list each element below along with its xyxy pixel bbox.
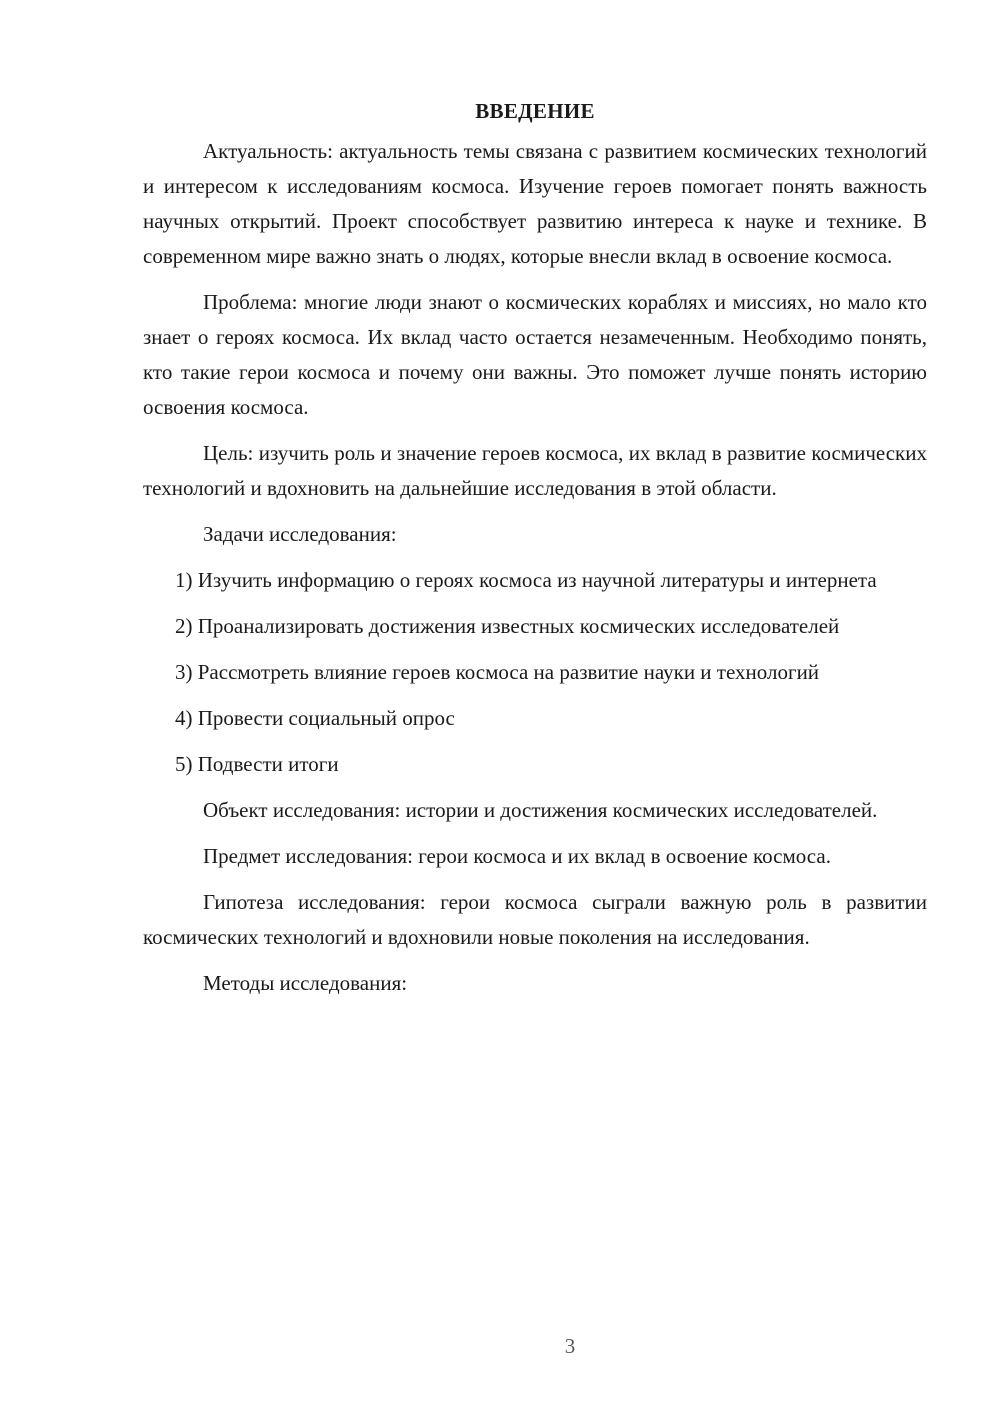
task-item: 2) Проанализировать достижения известных космических исследователей — [175, 614, 840, 638]
methods-heading: Методы исследования: — [203, 971, 408, 995]
task-item: 4) Провести социальный опрос — [175, 706, 455, 730]
task-item: 5) Подвести итоги — [175, 752, 339, 776]
subject-paragraph: Предмет исследования: герои космоса и их вклад в освоение космоса. — [203, 844, 831, 868]
page-content — [143, 96, 927, 1012]
page-number: 3 — [564, 1334, 576, 1358]
task-item: 1) Изучить информацию о героях космоса из научной литературы и интернета — [175, 568, 877, 592]
goal-paragraph: Цель: изучить роль и значение героев космоса, их вклад в развитие космических технологий и вдохновить на дальнейшие исследования в этой области. — [143, 441, 927, 500]
problem-paragraph: Проблема: многие люди знают о космических кораблях и миссиях, но мало кто знает о героях космоса. Их вклад часто остается незамеченным. Необходимо понять, кто такие герои космоса и почему они важны. Это поможет лучше понять историю освоения космоса. — [143, 290, 927, 419]
task-item: 3) Рассмотреть влияние героев космоса на развитие науки и технологий — [175, 660, 820, 684]
hypothesis-paragraph: Гипотеза исследования: герои космоса сыграли важную роль в развитии космических технологий и вдохновили новые поколения на исследования. — [143, 890, 927, 949]
tasks-heading: Задачи исследования: — [203, 522, 397, 546]
object-paragraph: Объект исследования: истории и достижения космических исследователей. — [203, 798, 878, 822]
page-title: ВВЕДЕНИЕ — [475, 99, 595, 123]
relevance-paragraph: Актуальность: актуальность темы связана с развитием космических технологий и интересом к исследованиям космоса. Изучение героев помогает понять важность научных открытий. Проект способствует развитию интереса к науке и технике. В современном мире важно знать о людях, которые внесли вклад в освоение космоса. — [143, 139, 927, 268]
